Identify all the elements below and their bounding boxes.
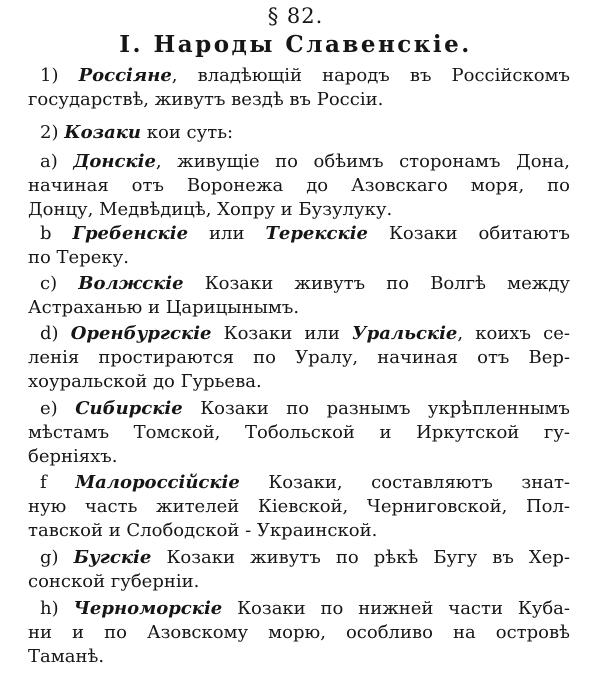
entry-e-line-2: мѣстамъ Томской, Тобольской и Иркутской гу- <box>28 422 570 443</box>
entry-term-2: Терекскiе <box>265 223 368 244</box>
entry-marker: b <box>40 223 52 244</box>
entry-text: кои суть: <box>141 122 234 143</box>
entry-text: , коихъ се- <box>457 323 570 344</box>
entry-text: Козаки по нижней части Куба- <box>222 598 570 619</box>
entry-text: Козаки по разнымъ укрѣпленнымъ <box>182 398 570 419</box>
section-number: § 82. <box>267 4 324 28</box>
entry-marker: e) <box>40 398 58 419</box>
entry-1-line-1 <box>40 64 570 88</box>
entry-f-line-2: ную часть жителей Кiевской, Черниговской, Пол- <box>28 496 570 517</box>
entry-marker: g) <box>40 547 59 568</box>
entry-term: Гребенскiе <box>72 223 189 244</box>
entry-h-line-3: Таманѣ. <box>28 646 105 667</box>
entry-term: Оренбургскiе <box>70 323 212 344</box>
entry-term: Черноморскiе <box>73 598 223 619</box>
entry-text: Козаки живутъ по Волгѣ между <box>183 273 570 294</box>
entry-term: Бугскiе <box>73 547 152 568</box>
entry-d-line-2: ленiя простираются по Уралу, начиная отъ Вер- <box>28 347 570 368</box>
entry-e-line-3: бернiяхъ. <box>28 446 118 467</box>
entry-term: Волжскiе <box>78 273 184 294</box>
entry-text: Козаки живутъ по рѣкѣ Бугу въ Хер- <box>151 547 570 568</box>
entry-text: , владѣющiй народъ въ Россiйскомъ <box>171 65 570 86</box>
entry-text: Козаки, составляютъ знат- <box>239 472 570 493</box>
entry-h-line-1 <box>40 597 570 621</box>
section-title: I. Народы Славенскiе. <box>119 31 472 58</box>
entry-marker: h) <box>40 598 59 619</box>
entry-h-line-2: ни и по Азовскому морю, особливо на островѣ <box>28 622 570 643</box>
entry-2-line-1 <box>40 121 570 145</box>
entry-marker: c) <box>40 273 58 294</box>
entry-marker: 2) <box>40 122 59 143</box>
entry-marker: f <box>40 472 47 493</box>
entry-term: Россiяне <box>78 65 172 86</box>
entry-b-line-1 <box>40 222 570 246</box>
entry-text: Козаки обитаютъ <box>367 223 570 244</box>
entry-b-line-2: по Тереку. <box>28 247 129 268</box>
entry-term: Сибирскiе <box>75 398 183 419</box>
entry-f-line-1 <box>40 471 570 495</box>
entry-term-2: Уральскiе <box>352 323 458 344</box>
entry-a-line-3: Донцу, Медвѣдицѣ, Хопру и Бузулуку. <box>28 199 393 220</box>
entry-text: Козаки или <box>211 323 353 344</box>
entry-text: или <box>188 223 266 244</box>
entry-term: Малороссiйскiе <box>75 472 240 493</box>
entry-c-line-2: Астраханью и Царицынымъ. <box>28 297 300 318</box>
entry-1-line-2: государствѣ, живутъ вездѣ въ Россiи. <box>28 89 384 110</box>
entry-a-line-1 <box>40 150 570 174</box>
entry-term: Донскiе <box>73 151 156 172</box>
entry-d-line-1 <box>40 322 570 346</box>
entry-d-line-3: хоуральской до Гурьева. <box>28 371 262 392</box>
entry-marker: 1) <box>40 65 59 86</box>
entry-marker: d) <box>40 323 59 344</box>
entry-a-line-2: начиная отъ Воронежа до Азовскаго моря, по <box>28 175 570 196</box>
entry-term: Козаки <box>64 122 142 143</box>
entry-marker: a) <box>40 151 58 172</box>
entry-f-line-3: тавской и Слободской - Украинской. <box>28 520 378 541</box>
entry-c-line-1 <box>40 272 570 296</box>
entry-g-line-2: сонской губернiи. <box>28 571 200 592</box>
entry-text: , живущiе по обѣимъ сторонамъ Дона, <box>155 151 570 172</box>
entry-e-line-1 <box>40 397 570 421</box>
entry-g-line-1 <box>40 546 570 570</box>
